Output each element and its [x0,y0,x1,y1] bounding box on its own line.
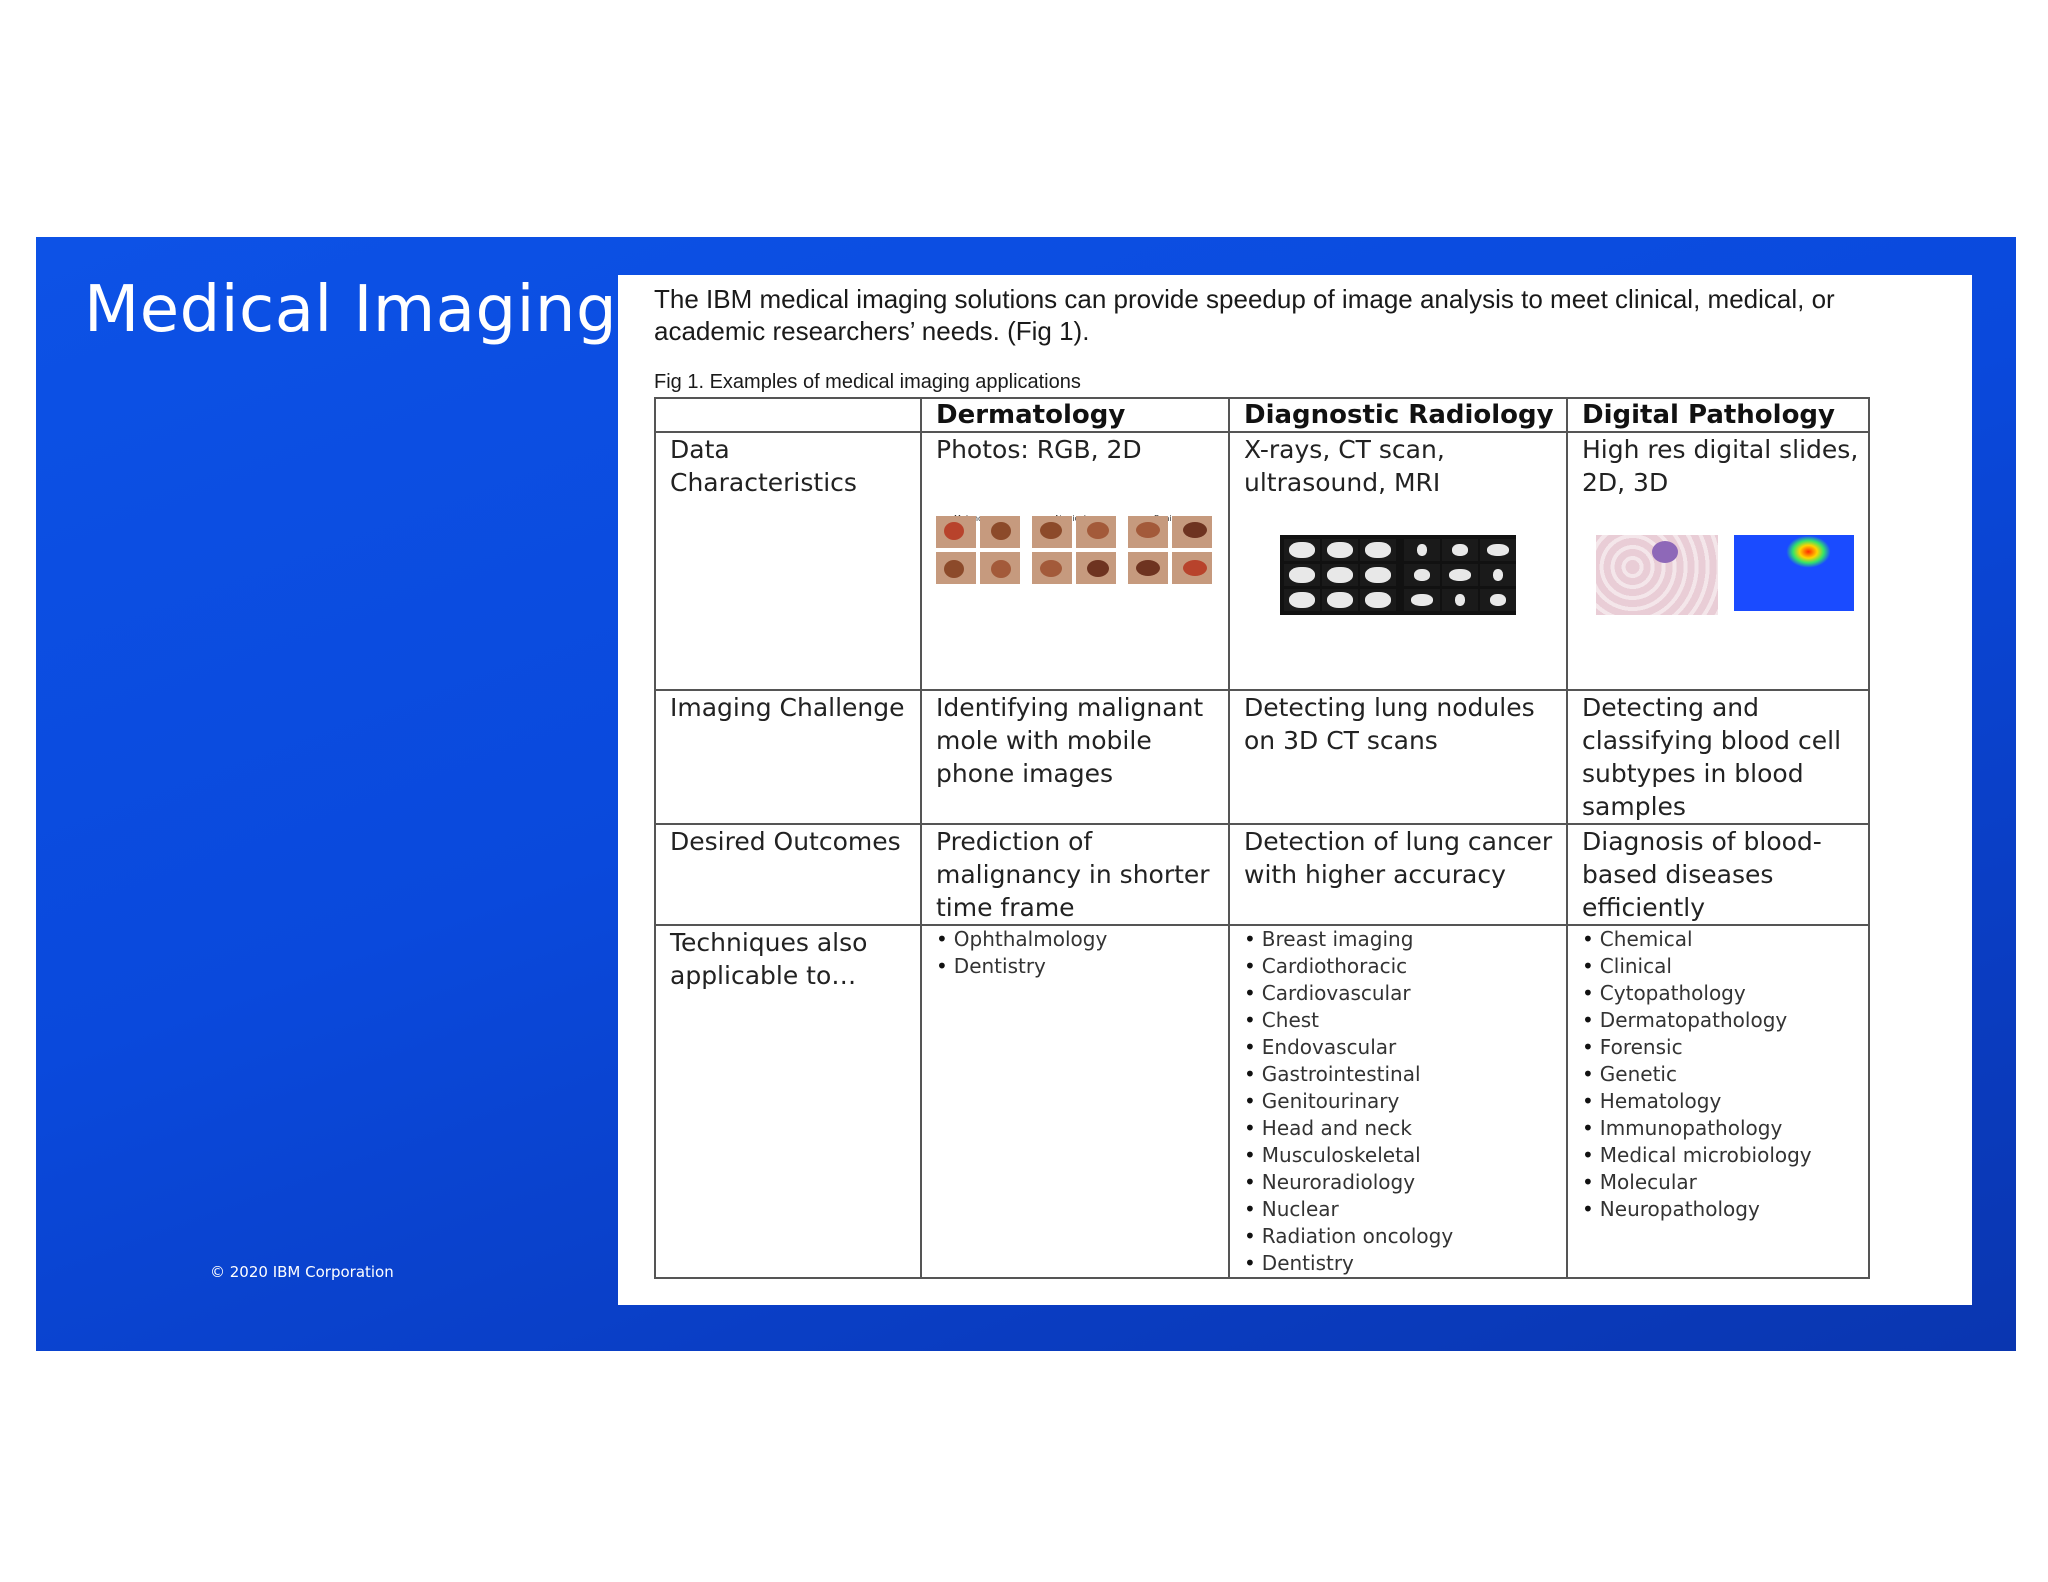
cell-rad-challenge [1229,690,1567,824]
scan-tile [1322,539,1358,561]
skin-lesion-thumbnail [1172,552,1212,584]
scan-tile [1480,539,1516,561]
row-label: Desired Outcomes [670,827,901,856]
list-item: • Cytopathology [1582,980,1868,1007]
table-row [655,432,1869,690]
scan-tile [1480,564,1516,586]
scan-blob [1417,544,1427,556]
pathology-sample-images [1582,535,1868,615]
list-item: • Medical microbiology [1582,1142,1868,1169]
cell-text: Diagnosis of blood-based diseases efficiently [1582,827,1822,922]
scan-blob [1365,592,1391,608]
lesion-spot [991,522,1011,540]
row-label-data-characteristics [655,432,921,690]
row-label-desired-outcomes [655,824,921,925]
cell-rad-data [1229,432,1567,690]
skin-lesion-thumbnail [1032,516,1072,548]
radiology-sample-images [1244,535,1566,615]
cell-text: Identifying malignant mole with mobile phone images [936,693,1204,788]
skin-lesion-thumbnail [936,552,976,584]
scan-tile [1322,564,1358,586]
scan-tile [1480,589,1516,611]
intro-text: The IBM medical imaging solutions can provide speedup of image analysis to meet clinical, medical, or academic researchers’ needs. (Fig 1). [654,284,1835,346]
skin-lesion-thumbnail [936,516,976,548]
scan-tile [1404,564,1440,586]
applications-table [654,397,1870,1279]
lesion-spot [1136,560,1160,576]
list-item: • Genetic [1582,1061,1868,1088]
cell-text: Detecting lung nodules on 3D CT scans [1244,693,1535,755]
scan-blob [1487,544,1509,556]
scan-blob [1414,569,1430,581]
scan-blob [1289,567,1315,583]
pathology-image-pair [1582,535,1868,615]
table-header-row [655,398,1869,432]
list-item: • Radiation oncology [1244,1223,1566,1250]
cell-text: Detecting and classifying blood cell subtypes in blood samples [1582,693,1842,821]
lesion-spot [1040,560,1062,577]
cell-derm-outcomes [921,824,1229,925]
list-item: • Dermatopathology [1582,1007,1868,1034]
cell-derm-challenge [921,690,1229,824]
derm-techniques-list [936,926,1228,980]
row-label-techniques [655,925,921,1278]
list-item: • Gastrointestinal [1244,1061,1566,1088]
table-row [655,824,1869,925]
scan-blob [1365,542,1391,558]
skin-lesion-thumbnail [1128,552,1168,584]
cell-derm-techniques [921,925,1229,1278]
scan-blob [1327,542,1353,558]
scan-blob [1493,569,1503,581]
slide-title: Medical Imaging [84,273,618,347]
list-item: • Cardiovascular [1244,980,1566,1007]
list-item: • Molecular [1582,1169,1868,1196]
scan-tile [1360,539,1396,561]
list-item: • Clinical [1582,953,1868,980]
scan-tile [1284,564,1320,586]
list-item: • Dentistry [1244,1250,1566,1277]
slide [36,237,2016,1351]
list-item: • Breast imaging [1244,926,1566,953]
list-item: • Chemical [1582,926,1868,953]
figure-caption: Fig 1. Examples of medical imaging applications [654,371,1081,393]
scan-tile [1404,539,1440,561]
skin-lesion-thumbnail [980,516,1020,548]
scan-tile [1404,589,1440,611]
skin-lesion-thumbnail [1076,516,1116,548]
copyright-notice: © 2020 IBM Corporation [210,1263,394,1281]
cell-text: Photos: RGB, 2D [936,435,1142,464]
radiology-image-grid [1280,535,1516,615]
skin-lesion-thumbnail [1032,552,1072,584]
dermatology-sample-images [936,502,1228,586]
header-diagnostic-radiology: Diagnostic Radiology [1229,398,1567,432]
list-item: • Ophthalmology [936,926,1228,953]
cell-path-data [1567,432,1869,690]
scan-tile [1360,564,1396,586]
row-label-imaging-challenge [655,690,921,824]
skin-lesion-thumbnail [1128,516,1168,548]
path-techniques-list [1582,926,1868,1223]
cell-path-techniques [1567,925,1869,1278]
lesion-spot [991,560,1011,578]
list-item: • Dentistry [936,953,1228,980]
row-label: Imaging Challenge [670,693,905,722]
scan-tile [1360,589,1396,611]
list-item: • Endovascular [1244,1034,1566,1061]
skin-lesion-thumbnail [1076,552,1116,584]
scan-tile [1442,539,1478,561]
scan-blob [1289,542,1315,558]
row-label: Techniques also applicable to… [670,928,868,990]
scan-blob [1449,569,1471,581]
blood-smear-image [1596,535,1718,615]
scan-blob [1411,594,1433,606]
table-row [655,690,1869,824]
cell-rad-techniques [1229,925,1567,1278]
lesion-spot [1183,560,1207,576]
scan-blob [1327,592,1353,608]
list-item: • Head and neck [1244,1115,1566,1142]
row-label: Data Characteristics [670,435,857,497]
skin-lesion-thumbnail [980,552,1020,584]
scan-blob [1365,567,1391,583]
table-row [655,925,1869,1278]
list-item: • Hematology [1582,1088,1868,1115]
rad-techniques-list [1244,926,1566,1277]
lesion-spot [1087,522,1109,539]
heatmap-image [1734,535,1854,611]
cell-text: Detection of lung cancer with higher accuracy [1244,827,1553,889]
header-dermatology: Dermatology [921,398,1229,432]
scan-tile [1442,564,1478,586]
list-item: • Genitourinary [1244,1088,1566,1115]
dermatology-image-grid [936,502,1212,586]
list-item: • Immunopathology [1582,1115,1868,1142]
scan-blob [1289,592,1315,608]
scan-blob [1452,544,1468,556]
cell-rad-outcomes [1229,824,1567,925]
scan-blob [1455,594,1465,606]
cell-text: High res digital slides, 2D, 3D [1582,435,1859,497]
lesion-spot [1087,560,1109,577]
list-item: • Forensic [1582,1034,1868,1061]
scan-blob [1327,567,1353,583]
lesion-spot [944,522,964,540]
cell-path-outcomes [1567,824,1869,925]
list-item: • Cardiothoracic [1244,953,1566,980]
header-empty [655,398,921,432]
list-item: • Chest [1244,1007,1566,1034]
content-panel [618,275,1972,1305]
cell-text: X-rays, CT scan, ultrasound, MRI [1244,435,1445,497]
lesion-spot [1183,522,1207,538]
list-item: • Neuropathology [1582,1196,1868,1223]
skin-lesion-thumbnail [1172,516,1212,548]
header-digital-pathology: Digital Pathology [1567,398,1869,432]
scan-tile [1442,589,1478,611]
list-item: • Nuclear [1244,1196,1566,1223]
cell-text: Prediction of malignancy in shorter time frame [936,827,1210,922]
lesion-spot [944,560,964,578]
cell-derm-data [921,432,1229,690]
list-item: • Musculoskeletal [1244,1142,1566,1169]
scan-tile [1284,589,1320,611]
scan-tile [1284,539,1320,561]
cell-path-challenge [1567,690,1869,824]
lesion-spot [1040,522,1062,539]
list-item: • Neuroradiology [1244,1169,1566,1196]
lesion-spot [1136,522,1160,538]
scan-tile [1322,589,1358,611]
scan-blob [1490,594,1506,606]
